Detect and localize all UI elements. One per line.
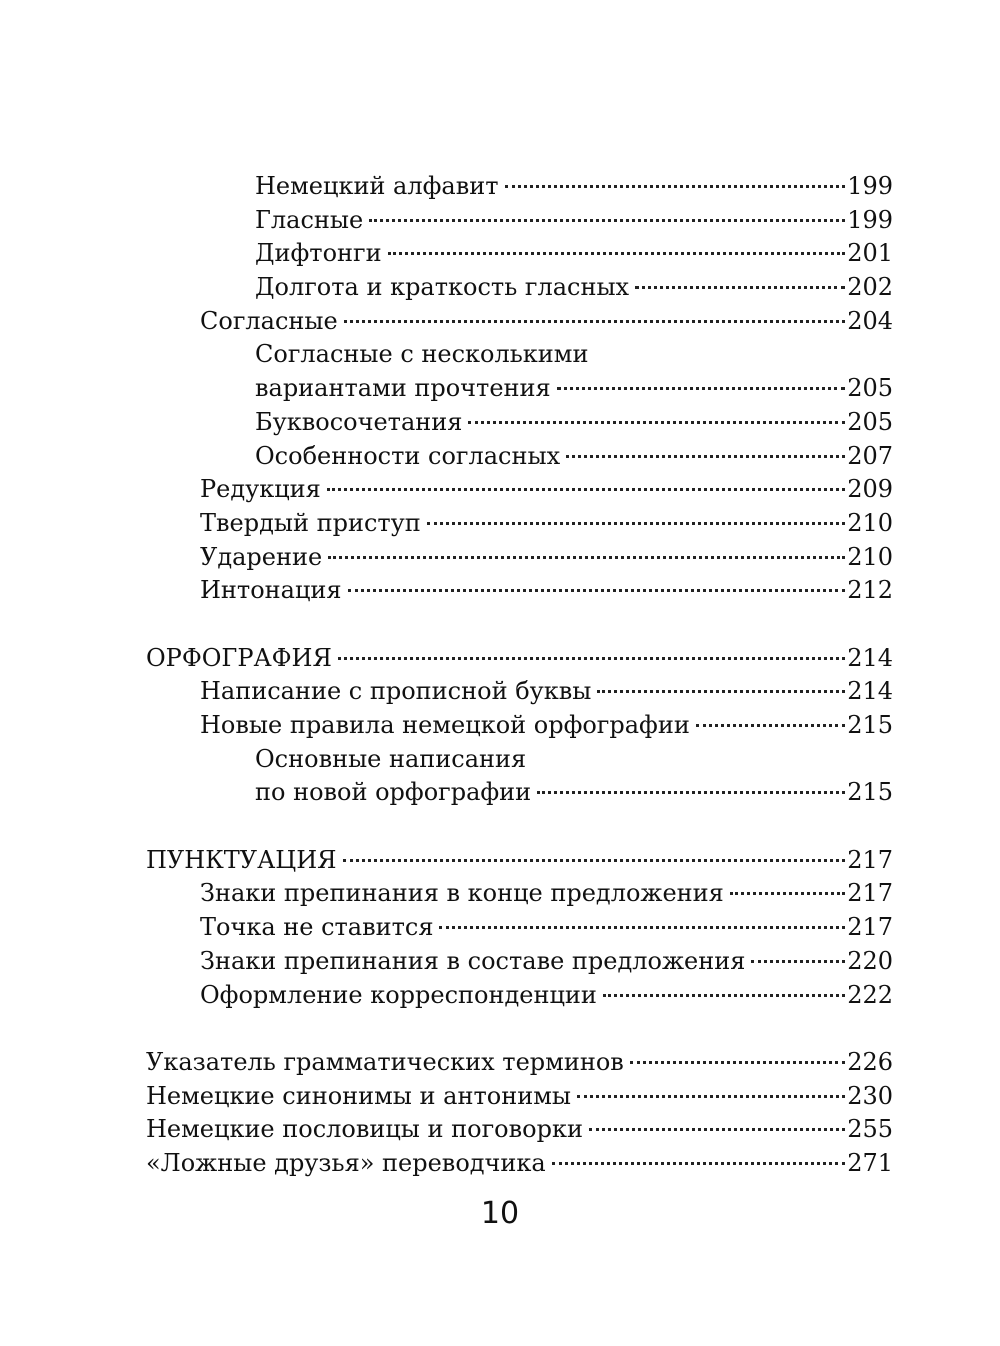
toc-entry-title: Гласные xyxy=(255,205,364,234)
dot-leader xyxy=(557,387,846,390)
dot-leader xyxy=(630,1061,845,1064)
dot-leader xyxy=(327,488,845,491)
toc-entry-page: 199 xyxy=(847,205,893,234)
table-of-contents xyxy=(146,170,893,1181)
toc-entry xyxy=(146,1113,893,1147)
toc-entry xyxy=(146,305,893,339)
toc-entry xyxy=(146,1046,893,1080)
toc-entry-page: 212 xyxy=(847,576,893,605)
toc-entry-title: Согласные с несколькими xyxy=(255,340,589,369)
toc-entry-page: 217 xyxy=(847,845,893,874)
toc-entry-page: 217 xyxy=(847,879,893,908)
toc-entry xyxy=(146,675,893,709)
toc-entry xyxy=(146,911,893,945)
page-number: 10 xyxy=(480,1196,520,1231)
toc-entry-title: Новые правила немецкой орфографии xyxy=(200,711,690,739)
toc-entry xyxy=(146,338,893,372)
toc-entry-page: 215 xyxy=(847,778,893,807)
toc-entry xyxy=(146,1080,893,1114)
dot-leader xyxy=(468,421,845,424)
dot-leader xyxy=(344,320,846,323)
toc-entry-title: вариантами прочтения xyxy=(255,374,551,403)
dot-leader xyxy=(369,219,845,222)
toc-entry-title: «Ложные друзья» переводчика xyxy=(146,1148,546,1177)
toc-entry xyxy=(146,945,893,979)
toc-entry-title: ОРФОГРАФИЯ xyxy=(146,643,332,672)
toc-entry-page: 222 xyxy=(847,980,893,1009)
toc-entry-title: Написание с прописной буквы xyxy=(200,677,592,706)
toc-entry xyxy=(146,372,893,406)
toc-entry-page: 210 xyxy=(847,508,893,537)
dot-leader xyxy=(552,1162,845,1165)
toc-entry-page: 207 xyxy=(847,441,893,470)
toc-entry-title: Согласные xyxy=(200,306,338,335)
toc-entry-page: 204 xyxy=(847,306,893,335)
toc-entry-page: 230 xyxy=(847,1081,893,1110)
dot-leader xyxy=(730,892,845,895)
toc-entry-title: Оформление корреспонденции xyxy=(200,980,597,1009)
toc-entry xyxy=(146,709,893,743)
toc-entry-page: 202 xyxy=(847,273,893,302)
dot-leader xyxy=(439,926,845,929)
toc-section-heading xyxy=(146,844,893,878)
dot-leader xyxy=(537,791,845,794)
dot-leader xyxy=(597,690,845,693)
dot-leader xyxy=(696,724,845,727)
toc-entry-title: Знаки препинания в составе предложения xyxy=(200,946,746,975)
dot-leader xyxy=(566,455,845,458)
toc-entry xyxy=(146,507,893,541)
toc-entry-page: 205 xyxy=(847,407,893,436)
toc-entry xyxy=(146,541,893,575)
toc-entry xyxy=(146,473,893,507)
dot-leader xyxy=(338,657,845,660)
toc-entry-title: ПУНКТУАЦИЯ xyxy=(146,845,337,874)
dot-leader xyxy=(348,589,846,592)
dot-leader xyxy=(505,185,846,188)
toc-entry-title: Основные написания xyxy=(255,744,527,773)
toc-entry-page: 271 xyxy=(847,1148,893,1177)
toc-section-heading xyxy=(146,642,893,676)
toc-entry xyxy=(146,743,893,777)
toc-entry-page: 214 xyxy=(847,677,893,706)
toc-entry-title: Долгота и краткость гласных xyxy=(255,273,630,302)
toc-entry-title: Знаки препинания в конце предложения xyxy=(200,879,724,908)
toc-entry-title: Интонация xyxy=(200,576,342,605)
toc-entry-page: 255 xyxy=(847,1115,893,1144)
toc-entry xyxy=(146,979,893,1013)
toc-entry-title: Редукция xyxy=(200,475,321,504)
dot-leader xyxy=(343,859,846,862)
dot-leader xyxy=(328,556,845,559)
toc-entry xyxy=(146,204,893,238)
toc-entry-title: Твердый приступ xyxy=(200,508,421,537)
toc-entry xyxy=(146,574,893,608)
toc-entry-page: 214 xyxy=(847,643,893,672)
toc-entry-title: Особенности согласных xyxy=(255,441,561,470)
toc-entry-page: 217 xyxy=(847,913,893,942)
toc-entry-page: 215 xyxy=(847,711,893,739)
dot-leader xyxy=(751,960,845,963)
toc-entry-title: Указатель грамматических терминов xyxy=(146,1047,624,1076)
toc-entry-page: 220 xyxy=(847,946,893,975)
dot-leader xyxy=(603,994,845,997)
toc-entry-title: Немецкие синонимы и антонимы xyxy=(146,1081,571,1110)
toc-entry-page: 226 xyxy=(847,1047,893,1076)
dot-leader xyxy=(589,1128,845,1131)
toc-entry-title: Дифтонги xyxy=(255,239,382,268)
toc-entry-title: Немецкие пословицы и поговорки xyxy=(146,1115,583,1144)
toc-entry xyxy=(146,170,893,204)
toc-entry-title: Точка не ставится xyxy=(200,913,434,942)
toc-entry-title: Буквосочетания xyxy=(255,407,463,436)
toc-entry xyxy=(146,440,893,474)
toc-entry xyxy=(146,1147,893,1181)
dot-leader xyxy=(427,522,845,525)
toc-entry xyxy=(146,237,893,271)
dot-leader xyxy=(577,1095,845,1098)
toc-entry xyxy=(146,877,893,911)
toc-entry-page: 205 xyxy=(847,374,893,403)
toc-entry-title: по новой орфографии xyxy=(255,778,532,807)
toc-entry-title: Ударение xyxy=(200,542,323,571)
toc-entry-title: Немецкий алфавит xyxy=(255,172,499,200)
dot-leader xyxy=(635,286,845,289)
toc-entry-page: 209 xyxy=(847,475,893,504)
toc-entry xyxy=(146,406,893,440)
toc-entry-page: 201 xyxy=(847,239,893,268)
toc-entry xyxy=(146,776,893,810)
toc-entry-page: 199 xyxy=(847,172,893,200)
toc-entry-page: 210 xyxy=(847,542,893,571)
dot-leader xyxy=(388,252,846,255)
toc-entry xyxy=(146,271,893,305)
